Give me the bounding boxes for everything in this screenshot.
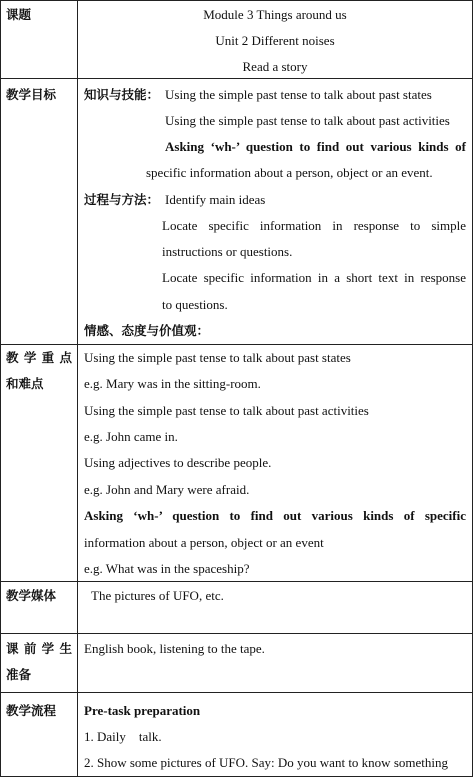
process-step-2: 2. Show some pictures of UFO. Say: Do you want to know something [84,755,448,770]
row-divider-media [0,633,473,634]
preparation-text: English book, listening to the tape. [84,641,265,656]
key-point-item-9: e.g. What was in the spaceship? [84,561,250,576]
key-point-item-3: Using the simple past tense to talk about past activities [84,403,369,418]
table-border-right [472,0,473,777]
key-points-label-line1: 教 学 重 点 [6,350,72,365]
process-step-1: 1. Daily talk. [84,729,162,744]
media-text: The pictures of UFO, etc. [91,588,224,603]
topic-label: 课题 [6,7,32,22]
process-flow-label: 教学流程 [6,703,57,718]
unit-title: Unit 2 Different noises [215,33,335,48]
key-point-item-5: Using adjectives to describe people. [84,455,272,470]
key-point-item-2: e.g. Mary was in the sitting-room. [84,376,261,391]
process-item-2: Locate specific information in response to simple [162,218,466,233]
process-item-3: instructions or questions. [162,244,293,259]
objectives-label: 教学目标 [6,87,57,102]
key-point-item-6: e.g. John and Mary were afraid. [84,482,250,497]
process-item-1: Identify main ideas [165,192,266,207]
row-divider-topic [0,78,473,79]
knowledge-item-4: specific information about a person, object or an event. [146,165,433,180]
row-divider-key-points [0,581,473,582]
knowledge-skills-label: 知识与技能： [84,87,160,102]
module-title: Module 3 Things around us [203,7,347,22]
preparation-label-line2: 准备 [6,667,32,682]
table-border-left [0,0,1,777]
media-label: 教学媒体 [6,588,57,603]
row-divider-objectives [0,344,473,345]
emotion-attitude-label: 情感、态度与价值观： [84,323,210,338]
process-methods-label: 过程与方法： [84,192,160,207]
key-point-item-4: e.g. John came in. [84,429,178,444]
process-item-5: to questions. [162,297,228,312]
key-point-item-1: Using the simple past tense to talk about past states [84,350,351,365]
lesson-title: Read a story [242,59,308,74]
key-point-item-7: Asking ‘wh-’ question to find out various kinds of specific [84,508,466,523]
process-item-4: Locate specific information in a short text in response [162,270,466,285]
key-point-item-8: information about a person, object or an event [84,535,324,550]
key-points-label-line2: 和难点 [6,376,44,391]
pre-task-heading: Pre-task preparation [84,703,201,718]
table-column-divider [77,0,78,777]
knowledge-item-3: Asking ‘wh-’ question to find out various kinds of [165,139,466,154]
table-border-top [0,0,473,1]
knowledge-item-2: Using the simple past tense to talk about past activities [165,113,450,128]
knowledge-item-1: Using the simple past tense to talk about past states [165,87,432,102]
preparation-label-line1: 课 前 学 生 [6,641,72,656]
row-divider-preparation [0,692,473,693]
